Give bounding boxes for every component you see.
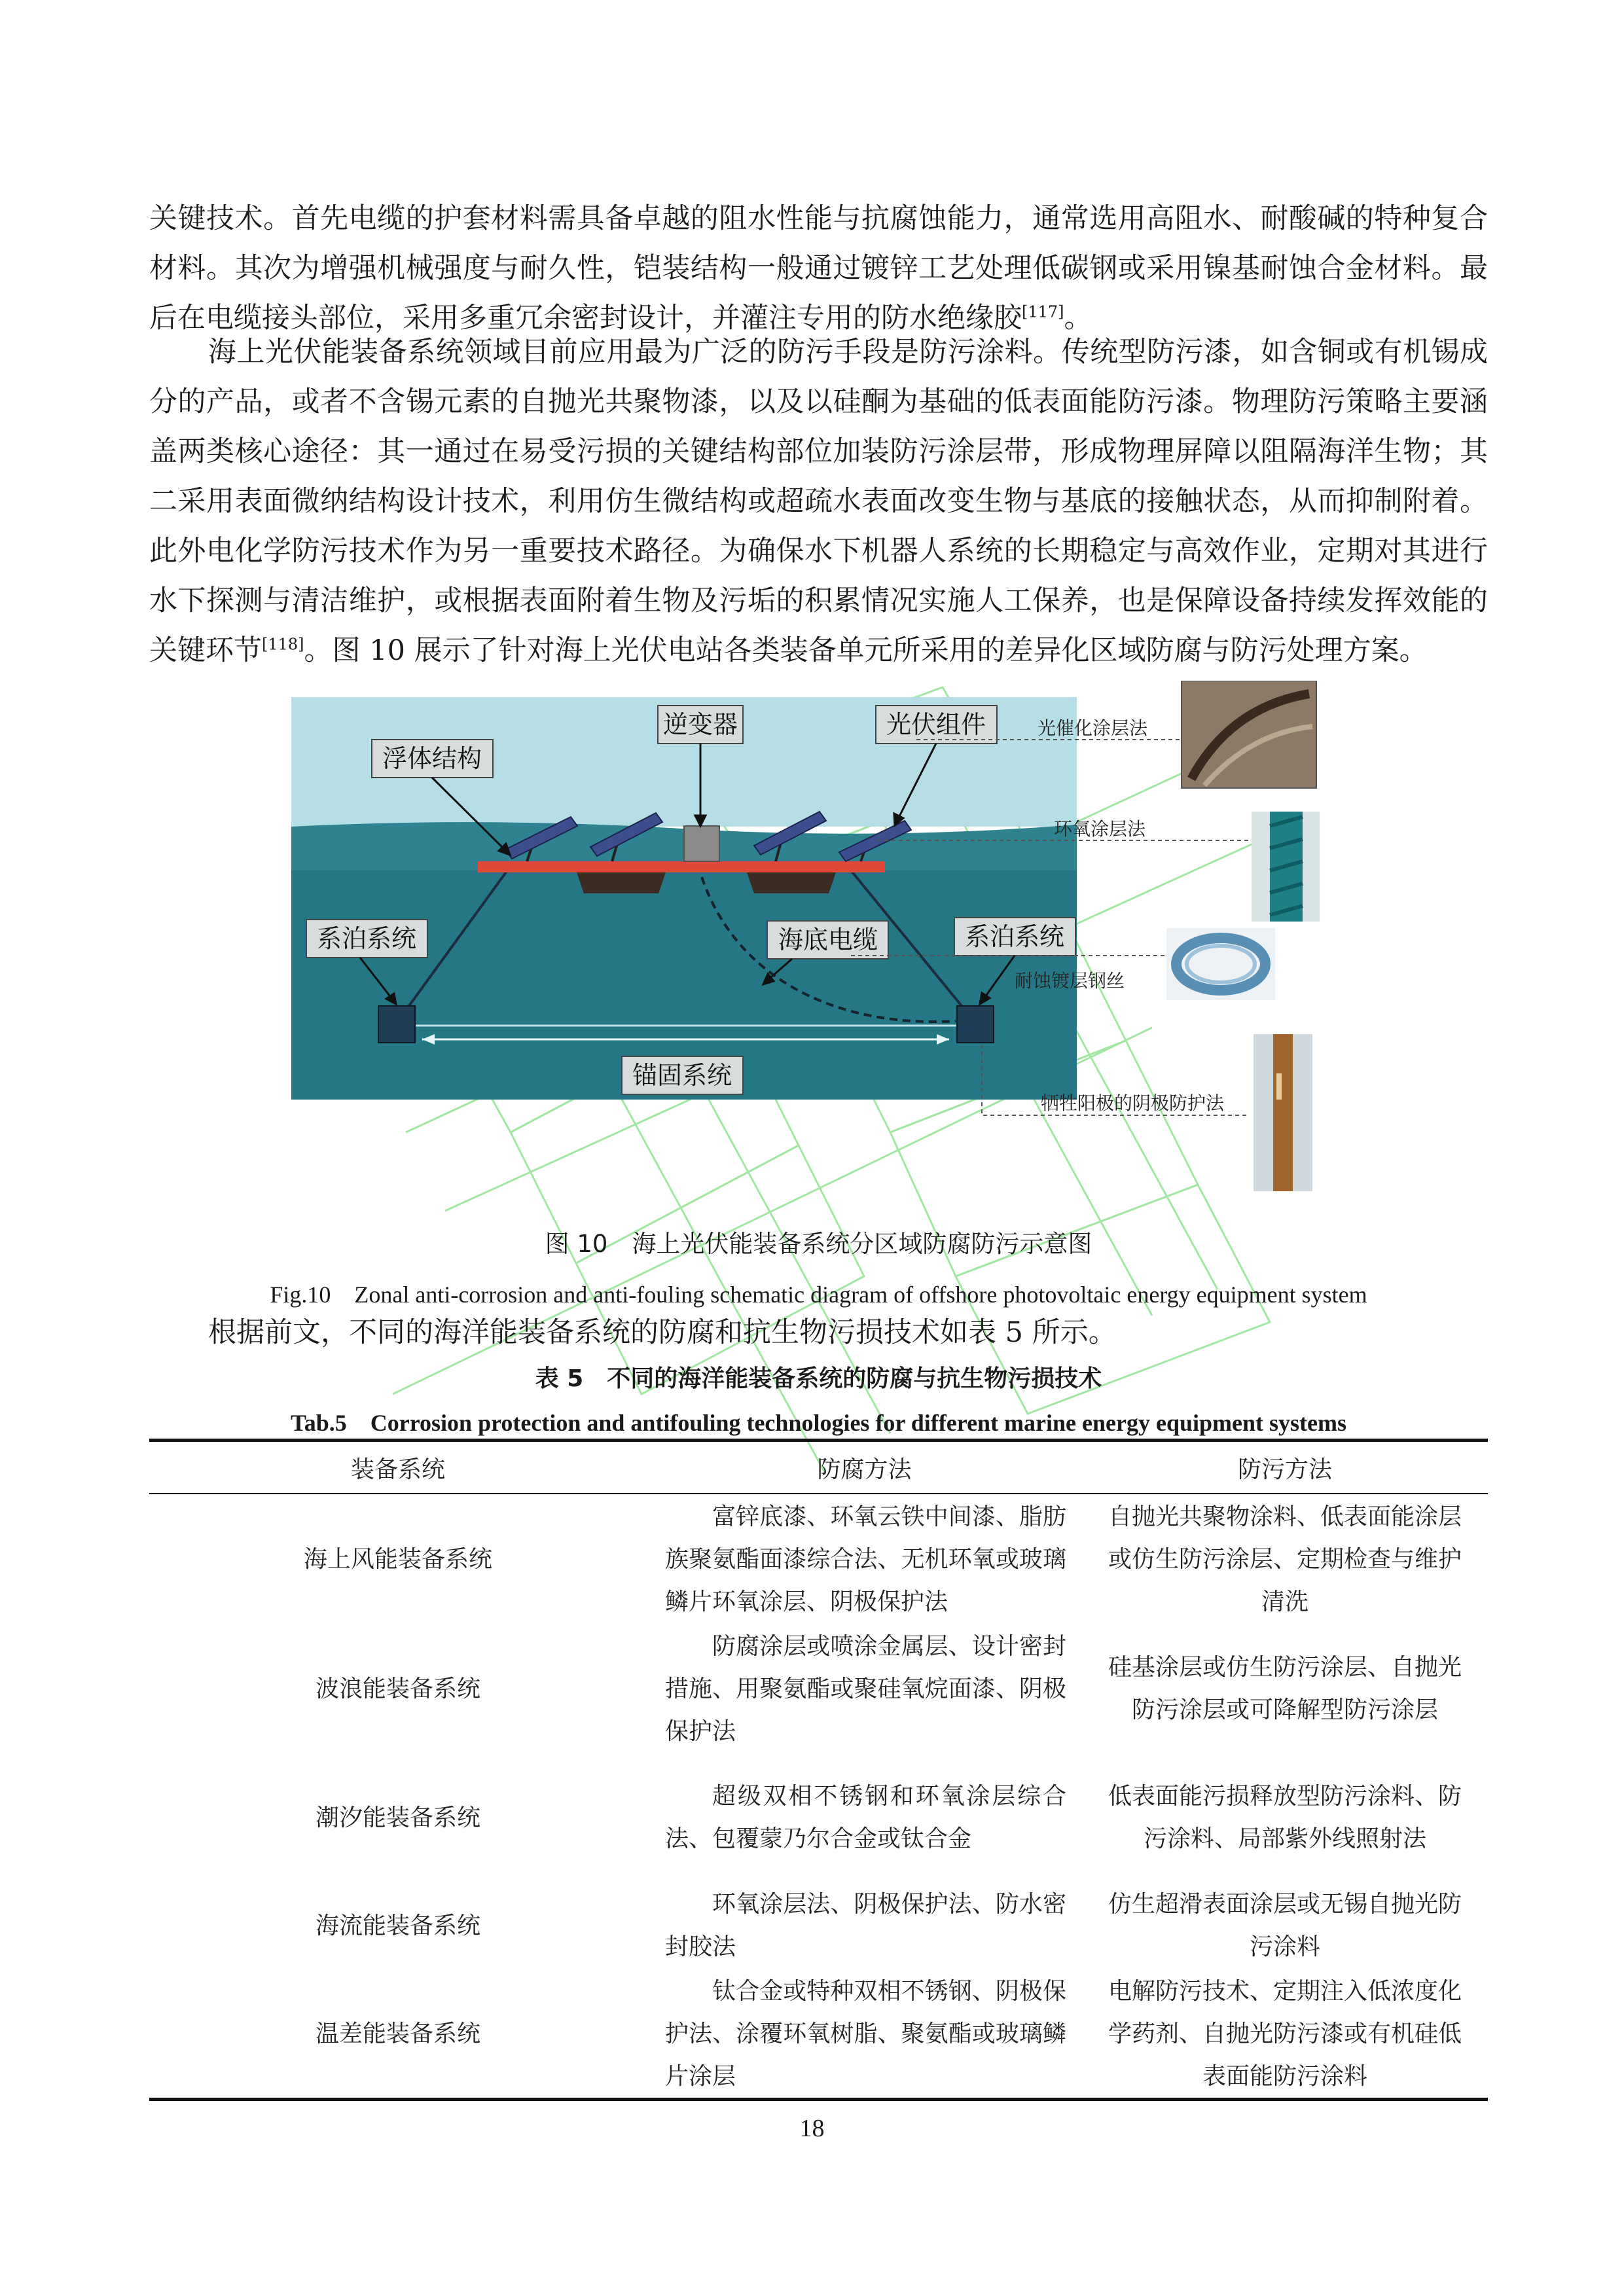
cell-system: 温差能装备系统 (315, 2020, 480, 2047)
float-platform (478, 861, 885, 872)
cell-corrosion: 防腐涂层或喷涂金属层、设计密封措施、用聚氨酯或聚硅氧烷面漆、阴极保护法 (665, 1632, 1066, 1745)
body-paragraph-1 (149, 194, 1488, 343)
figure-caption-en: Fig.10 Zonal anti-corrosion and anti-fouling schematic diagram of offshore photovoltaic energy equipment system (270, 1282, 1367, 1308)
label-mooring-right: 系泊系统 (964, 922, 1065, 951)
label-inverter: 逆变器 (662, 710, 738, 739)
citation-118: [118] (262, 635, 304, 654)
pontoon-left (576, 870, 666, 893)
label-mooring-left: 系泊系统 (316, 924, 417, 953)
table-caption-cn: 表 5 不同的海洋能装备系统的防腐与抗生物污损技术 (535, 1365, 1102, 1392)
table-row (149, 1753, 1488, 1882)
method-steel-wire-label: 耐蚀镀层钢丝 (1015, 970, 1125, 992)
cell-system: 波浪能装备系统 (315, 1675, 480, 1702)
anchor-right (957, 1006, 994, 1043)
method-cathodic-label: 牺牲阳极的阴极防护法 (1041, 1092, 1225, 1114)
header-system: 装备系统 (350, 1456, 445, 1483)
anchor-left (378, 1006, 415, 1043)
epoxy-coating-photo (1252, 812, 1320, 922)
cell-corrosion: 超级双相不锈钢和环氧涂层综合法、包覆蒙乃尔合金或钛合金 (665, 1783, 1066, 1852)
table-row (149, 1969, 1488, 2100)
figure-caption-cn: 图 10 海上光伏能装备系统分区域防腐防污示意图 (545, 1230, 1092, 1258)
cell-fouling: 低表面能污损释放型防污涂料、防污涂料、局部紫外线照射法 (1108, 1783, 1462, 1852)
cell-system: 潮汐能装备系统 (315, 1804, 480, 1831)
cell-fouling: 自抛光共聚物涂料、低表面能涂层或仿生防污涂层、定期检查与维护清洗 (1108, 1503, 1462, 1615)
cell-system: 海流能装备系统 (315, 1912, 480, 1939)
cell-system: 海上风能装备系统 (303, 1545, 492, 1573)
cell-fouling: 电解防污技术、定期注入低浓度化学药剂、自抛光防污漆或有机硅低表面能防污涂料 (1108, 1977, 1462, 2090)
header-fouling: 防污方法 (1237, 1456, 1332, 1483)
cell-corrosion: 环氧涂层法、阴极保护法、防水密封胶法 (665, 1891, 1066, 1960)
paragraph-2-text: 海上光伏能装备系统领域目前应用最为广泛的防污手段是防污涂料。传统型防污漆，如含铜或有机锡成分的产品，或者不含锡元素的自抛光共聚物漆，以及以硅酮为基础的低表面能防污漆。物理防污策略主要涵盖两类核心途径：其一通过在易受污损的关键结构部位加装防污涂层带，形成物理屏障以阻隔海洋生物；其二采用表面微纳结构设计技术，利用仿生微结构或超疏水表面改变生物与基底的接触状态，从而抑制附着。此外电化学防污技术作为另一重要技术路径。为确保水下机器人系统的长期稳定与高效作业，定期对其进行水下探测与清洁维护，或根据表面附着生物及污垢的积累情况实施人工保养，也是保障设备持续发挥效能的关键环节 (149, 336, 1488, 667)
paragraph-2-end: 。图 10 展示了针对海上光伏电站各类装备单元所采用的差异化区域防腐与防污处理方案。 (304, 634, 1428, 667)
method-photocatalytic-label: 光催化涂层法 (1038, 717, 1148, 739)
label-float-structure: 浮体结构 (382, 744, 482, 773)
table-5 (149, 1439, 1488, 2101)
method-epoxy-label: 环氧涂层法 (1053, 818, 1146, 840)
cell-corrosion: 钛合金或特种双相不锈钢、阴极保护法、涂覆环氧树脂、聚氨酯或玻璃鳞片涂层 (665, 1977, 1066, 2090)
lead-sentence: 根据前文，不同的海洋能装备系统的防腐和抗生物污损技术如表 5 所示。 (208, 1316, 1117, 1349)
photocatalytic-coating-photo (1182, 681, 1316, 788)
label-anchor-system: 锚固系统 (632, 1061, 732, 1090)
paragraph-1-end: 。 (1064, 302, 1092, 334)
table-row (149, 1624, 1488, 1753)
label-submarine-cable: 海底电缆 (778, 925, 878, 954)
sacrificial-anode-photo (1254, 1034, 1312, 1191)
table-row (149, 1882, 1488, 1969)
paragraph-1-text: 关键技术。首先电缆的护套材料需具备卓越的阻水性能与抗腐蚀能力，通常选用高阻水、耐酸碱的特种复合材料。其次为增强机械强度与耐久性，铠装结构一般通过镀锌工艺处理低碳钢或采用镍基耐蚀合金材料。最后在电缆接头部位，采用多重冗余密封设计，并灌注专用的防水绝缘胶 (149, 202, 1488, 334)
steel-wire-photo (1166, 928, 1275, 1000)
pontoon-right (746, 870, 837, 893)
cell-corrosion: 富锌底漆、环氧云铁中间漆、脂肪族聚氨酯面漆综合法、无机环氧或玻璃鳞片环氧涂层、阴极保护法 (665, 1503, 1066, 1615)
table-row (149, 1494, 1488, 1624)
header-corrosion: 防腐方法 (817, 1456, 912, 1483)
page-number: 18 (799, 2115, 825, 2142)
table-header-row (149, 1441, 1488, 1494)
table-caption-en: Tab.5 Corrosion protection and antifouling technologies for different marine energy equipment systems (291, 1410, 1346, 1436)
citation-117: [117] (1022, 302, 1064, 321)
cell-fouling: 仿生超滑表面涂层或无锡自抛光防污涂料 (1108, 1891, 1462, 1960)
figure-10-diagram (288, 681, 1335, 1191)
inverter-box (684, 826, 719, 861)
body-paragraph-2 (149, 327, 1488, 675)
cell-fouling: 硅基涂层或仿生防污涂层、自抛光防污涂层或可降解型防污涂层 (1108, 1654, 1462, 1723)
label-pv-module: 光伏组件 (886, 710, 986, 739)
